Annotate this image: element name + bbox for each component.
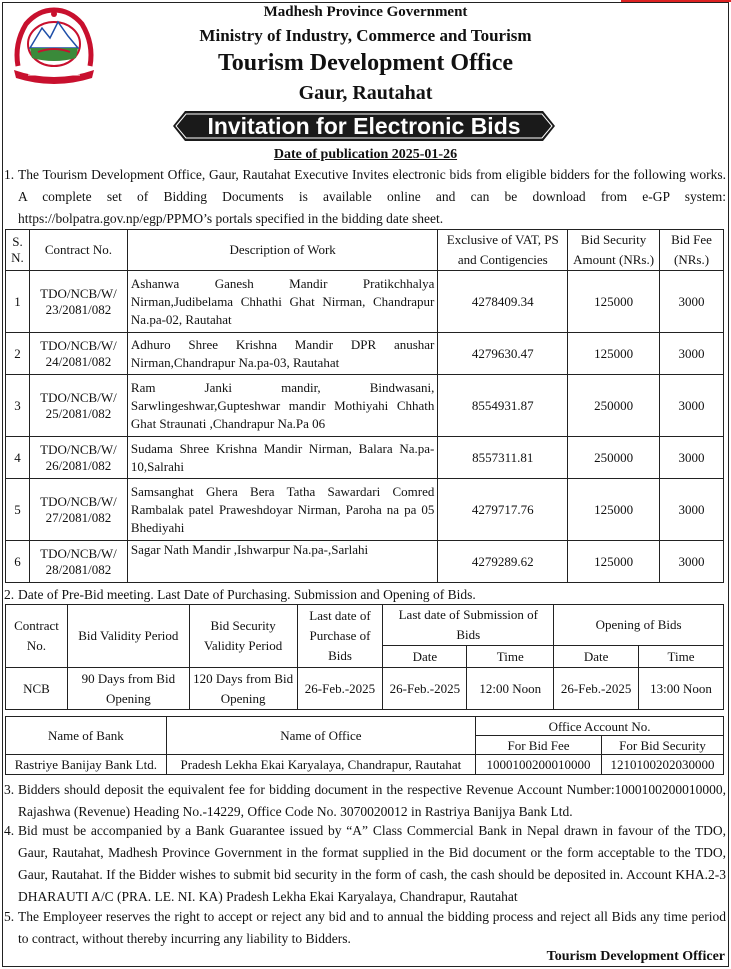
cell-fee: 3000: [660, 375, 724, 437]
cell-office: Pradesh Lekha Ekai Karyalaya, Chandrapur, Rautahat: [166, 755, 475, 775]
cell-security: 125000: [568, 333, 660, 375]
table-header-row: [6, 605, 724, 646]
header-contract: Contract No.: [29, 230, 127, 271]
header-amount: Exclusive of VAT, PS and Contigencies: [438, 230, 568, 271]
paragraph-text: Bid must be accompanied by a Bank Guarantee issued by “A” Class Commercial Bank in Nepal drawn in favour of the TDO, Gaur, Rautahat, Madhesh Province Government in the format supplied in the Bid document or the form acceptable to the TDO, Gaur, Rautahat. If the Bidder wishes to submit bid security in the form of cash, the cash should be deposited in. Account KHA.2-3 DHARAUTI A/C (PRA. LE. NI. KA) Pradesh Lekha Ekai Karyalaya, Chandrapur, Rautahat: [18, 823, 726, 904]
cell-bank: Rastriye Banijay Bank Ltd.: [6, 755, 167, 775]
office-location: Gaur, Rautahat: [298, 82, 433, 104]
cell-fee: 3000: [660, 437, 724, 479]
header-opening: Opening of Bids: [554, 605, 724, 646]
cell-contract: TDO/NCB/W/ 28/2081/082: [29, 541, 127, 583]
header-sn: S. N.: [6, 230, 30, 271]
header-contract: Contract No.: [6, 605, 68, 668]
cell-contract: NCB: [6, 668, 68, 710]
ministry-name: Ministry of Industry, Commerce and Tourism: [199, 26, 532, 45]
cell-opening-time: 13:00 Noon: [639, 668, 724, 710]
cell-contract: TDO/NCB/W/ 23/2081/082: [29, 271, 127, 333]
office-name: Tourism Development Office: [217, 50, 514, 76]
table-row: [6, 271, 724, 333]
paragraph-5: [4, 906, 726, 950]
header-bank: Name of Bank: [6, 717, 167, 755]
header-fee-account: For Bid Fee: [476, 736, 602, 755]
cell-security: 125000: [568, 479, 660, 541]
cell-contract: TDO/NCB/W/ 26/2081/082: [29, 437, 127, 479]
table-row: [6, 755, 724, 775]
cell-fee: 3000: [660, 479, 724, 541]
cell-amount: 8557311.81: [438, 437, 568, 479]
cell-amount: 4279630.47: [438, 333, 568, 375]
cell-amount: 4279717.76: [438, 479, 568, 541]
table-header-row: [6, 717, 724, 736]
header-opening-date: Date: [554, 646, 639, 668]
table-row: [6, 333, 724, 375]
paragraph-2: [4, 584, 726, 606]
paragraph-number: 5.: [4, 909, 15, 924]
cell-opening-date: 26-Feb.-2025: [554, 668, 639, 710]
header-security-account: For Bid Security: [602, 736, 724, 755]
table-row: [6, 479, 724, 541]
header-description: Description of Work: [127, 230, 437, 271]
paragraph-number: 3.: [4, 782, 15, 797]
header-purchase: Last date of Purchase of Bids: [297, 605, 383, 668]
cell-sn: 4: [6, 437, 30, 479]
paragraph-text: Date of Pre-Bid meeting. Last Date of Purchasing. Submission and Opening of Bids.: [18, 587, 476, 602]
paragraph-number: 2.: [4, 587, 15, 602]
cell-contract: TDO/NCB/W/ 24/2081/082: [29, 333, 127, 375]
table-row: [6, 375, 724, 437]
cell-description: Sudama Shree Krishna Mandir Nirman, Balara Na.pa-10,Salrahi: [127, 437, 437, 479]
header-security-validity: Bid Security Validity Period: [189, 605, 297, 668]
cell-amount: 4279289.62: [438, 541, 568, 583]
cell-security-validity: 120 Days from Bid Opening: [189, 668, 297, 710]
header-submission-date: Date: [383, 646, 467, 668]
header-submission-time: Time: [467, 646, 554, 668]
paragraph-text: Bidders should deposit the equivalent fee for bidding document in the respective Revenue Account Number:1000100200010000, Rajashwa (Revenue) Heading No.-14229, Office Code No. 3070020012 in Rastriya Banijya Bank Ltd.: [18, 782, 726, 819]
cell-description: Ashanwa Ganesh Mandir Pratikchhalya Nirman,Judibelama Chhathi Ghat Nirman, Chandrapur Na.pa-02, Rautahat: [127, 271, 437, 333]
cell-sn: 1: [6, 271, 30, 333]
publication-date: Date of publication 2025-01-26: [273, 147, 458, 162]
cell-security: 250000: [568, 437, 660, 479]
paragraph-4: [4, 820, 726, 908]
notice-title: Invitation for Electronic Bids: [207, 113, 521, 139]
table-row: [6, 437, 724, 479]
table-row: [6, 541, 724, 583]
cell-security: 250000: [568, 375, 660, 437]
cell-fee: 3000: [660, 271, 724, 333]
cell-sn: 2: [6, 333, 30, 375]
paragraph-number: 1.: [4, 167, 15, 182]
header-validity: Bid Validity Period: [67, 605, 189, 668]
dates-table: [5, 604, 724, 710]
cell-amount: 8554931.87: [438, 375, 568, 437]
cell-description: Ram Janki mandir, Bindwasani, Sarwlingeshwar,Gupteshwar mandir Mothiyahi Chhath Ghat Straunati ,Chandrapur Na.Pa 06: [127, 375, 437, 437]
cell-sn: 5: [6, 479, 30, 541]
header-opening-time: Time: [639, 646, 724, 668]
cell-description: Adhuro Shree Krishna Mandir DPR anushar Nirman,Chandrapur Na.pa-03, Rautahat: [127, 333, 437, 375]
cell-sn: 6: [6, 541, 30, 583]
paragraph-text: The Employeer reserves the right to accept or reject any bid and to annual the bidding process and reject all Bids any time period to contract, without thereby incurring any liability to Bidders.: [18, 909, 726, 946]
cell-fee: 3000: [660, 333, 724, 375]
government-name: Madhesh Province Government: [263, 4, 468, 20]
cell-security-account: 1210100202030000: [602, 755, 724, 775]
cell-sn: 3: [6, 375, 30, 437]
cell-description: Samsanghat Ghera Bera Tatha Sawardari Comred Rambalak patel Praweshdoyar Nirman, Paroha na pa 05 Bhediyahi: [127, 479, 437, 541]
cell-contract: TDO/NCB/W/ 27/2081/082: [29, 479, 127, 541]
cell-security: 125000: [568, 541, 660, 583]
cell-submission-date: 26-Feb.-2025: [383, 668, 467, 710]
header-submission: Last date of Submission of Bids: [383, 605, 554, 646]
cell-amount: 4278409.34: [438, 271, 568, 333]
cell-security: 125000: [568, 271, 660, 333]
cell-submission-time: 12:00 Noon: [467, 668, 554, 710]
bank-table: [5, 716, 724, 775]
cell-validity: 90 Days from Bid Opening: [67, 668, 189, 710]
works-table: [5, 229, 724, 583]
paragraph-3: [4, 779, 726, 823]
cell-fee: 3000: [660, 541, 724, 583]
signoff: Tourism Development Officer: [546, 949, 725, 964]
header-account: Office Account No.: [476, 717, 724, 736]
paragraph-1: [4, 164, 726, 230]
header-security: Bid Security Amount (NRs.): [568, 230, 660, 271]
cell-fee-account: 1000100200010000: [476, 755, 602, 775]
cell-description: Sagar Nath Mandir ,Ishwarpur Na.pa-,Sarlahi: [127, 541, 437, 583]
header-office: Name of Office: [166, 717, 475, 755]
header-fee: Bid Fee (NRs.): [660, 230, 724, 271]
table-row: [6, 668, 724, 710]
cell-contract: TDO/NCB/W/ 25/2081/082: [29, 375, 127, 437]
table-header-row: [6, 230, 724, 271]
paragraph-number: 4.: [4, 823, 15, 838]
cell-purchase: 26-Feb.-2025: [297, 668, 383, 710]
paragraph-text: The Tourism Development Office, Gaur, Rautahat Executive Invites electronic bids from eligible bidders for the following works. A complete set of Bidding Documents is available online and can be download from e-GP system: https://bolpatra.gov.np/egp/PPMO’s portals specified in the bidding date sheet.: [18, 167, 726, 226]
